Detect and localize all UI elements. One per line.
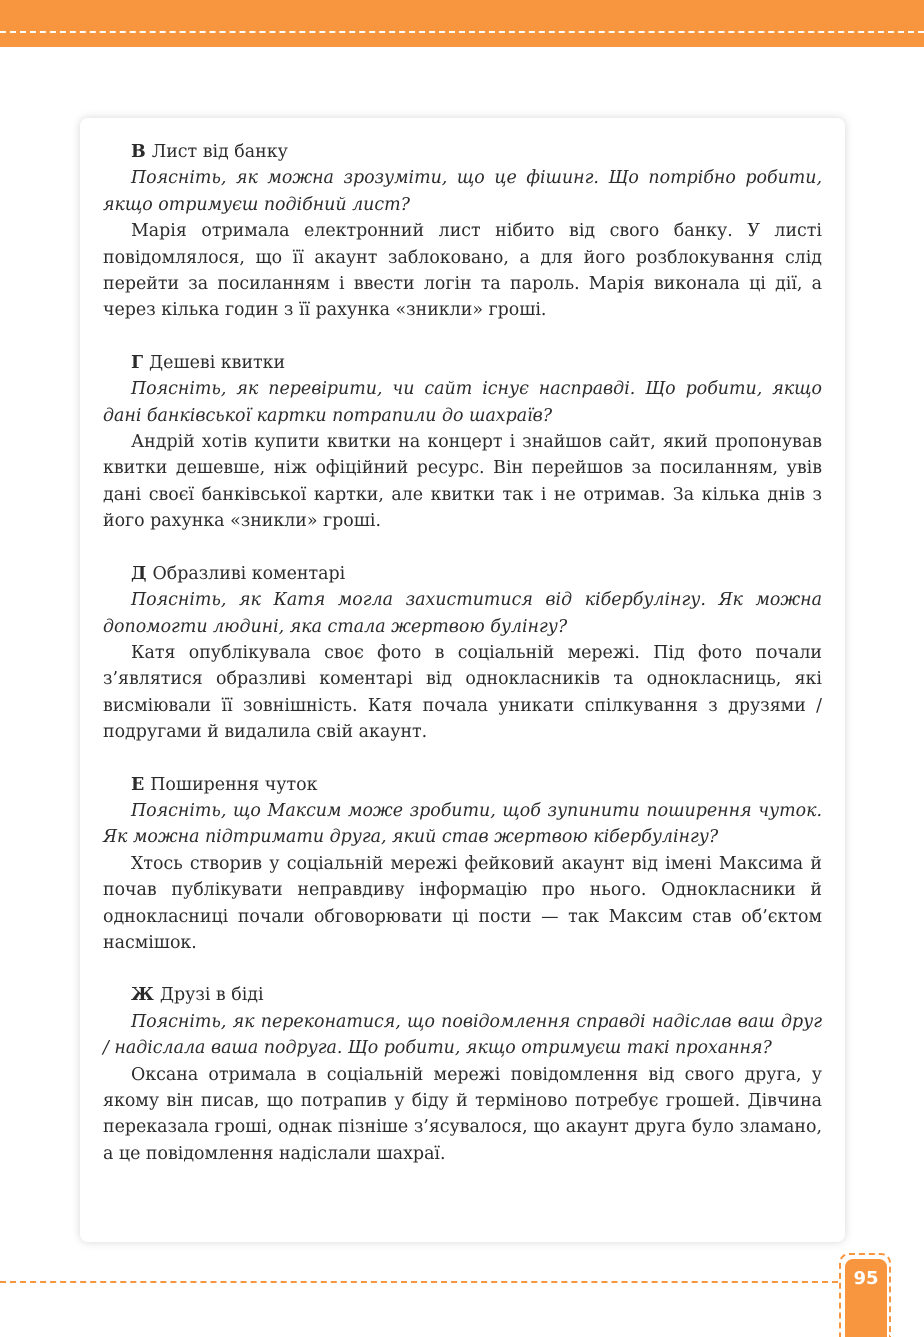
section-e — [103, 772, 822, 957]
page-number: 95 — [853, 1268, 879, 1289]
section-question: Поясніть, як переконатися, що повідомлення справді надіслав ваш друг / надіслала ваша подруга. Що робити, якщо отримуєш такі прохання? — [103, 1011, 822, 1059]
section-title: Образливі коментарі — [152, 563, 346, 584]
section-story: Марія отримала електронний лист нібито від свого банку. У листі повідомлялося, що її акаунт заблоковано, а для його розблокування слід перейти за посиланням і ввести логін та пароль. Марія виконала ці дії, а через кілька годин з її рахунка «зникли» гроші. — [103, 221, 822, 321]
section-letter: Ж — [131, 985, 154, 1006]
section-question: Поясніть, як можна зрозуміти, що це фішинг. Що потрібно робити, якщо отримуєш подібний лист? — [103, 168, 822, 215]
section-heading — [103, 982, 822, 1008]
section-story: Оксана отримала в соціальній мережі повідомлення від свого друга, у якому він писав, що потрапив у біду й терміново потребує грошей. Дівчина переказала гроші, однак пізніше з’ясувалося, що акаунт друга було зламано, а це повідомлення надіслали шахраї. — [103, 1064, 822, 1164]
section-heading — [103, 139, 822, 165]
section-heading — [103, 772, 822, 798]
section-heading — [103, 350, 822, 376]
header-band — [0, 0, 924, 47]
section-letter: Г — [131, 352, 144, 373]
section-letter: В — [131, 142, 146, 162]
section-question: Поясніть, як перевірити, чи сайт існує насправді. Що робити, якщо дані банківської картки потрапили до шахраїв? — [103, 379, 822, 426]
section-story: Катя опублікувала своє фото в соціальній мережі. Під фото почали з’являтися образливі коментарі від однокласників та однокласниць, які висміювали її зовнішність. Катя почала уникати спілкування з друзями / подругами й видалила свій акаунт. — [103, 642, 822, 743]
section-title: Друзі в біді — [159, 985, 264, 1006]
section-letter: Е — [131, 774, 145, 795]
section-d — [103, 561, 822, 746]
footer-dashed-line — [0, 1281, 838, 1283]
section-zh — [103, 982, 822, 1167]
section-title: Лист від банку — [151, 142, 288, 162]
section-h — [103, 350, 822, 535]
section-title: Поширення чуток — [150, 774, 318, 795]
section-story: Хтось створив у соціальній мережі фейковий акаунт від імені Максима й почав публікувати неправдиву інформацію про нього. Однокласники й однокласниці почали обговорювати ці пости — так Максим став об’єктом насмішок. — [103, 853, 822, 953]
section-heading — [103, 561, 822, 587]
section-v — [103, 139, 822, 324]
section-question: Поясніть, як Катя могла захиститися від кібербулінгу. Як можна допомогти людині, яка стала жертвою булінгу? — [103, 590, 822, 637]
section-title: Дешеві квитки — [149, 352, 286, 373]
header-dashed-line — [0, 31, 924, 33]
section-question: Поясніть, що Максим може зробити, щоб зупинити поширення чуток. Як можна підтримати друга, який став жертвою кібербулінгу? — [103, 800, 822, 848]
section-story: Андрій хотів купити квитки на концерт і знайшов сайт, який пропонував квитки дешевше, ніж офіційний ресурс. Він перейшов за посиланням, увів дані своєї банківської картки, але квитки так і не отримав. За кілька днів з його рахунка «зникли» гроші. — [103, 432, 822, 532]
page-content — [103, 139, 822, 1167]
section-letter: Д — [131, 563, 147, 584]
